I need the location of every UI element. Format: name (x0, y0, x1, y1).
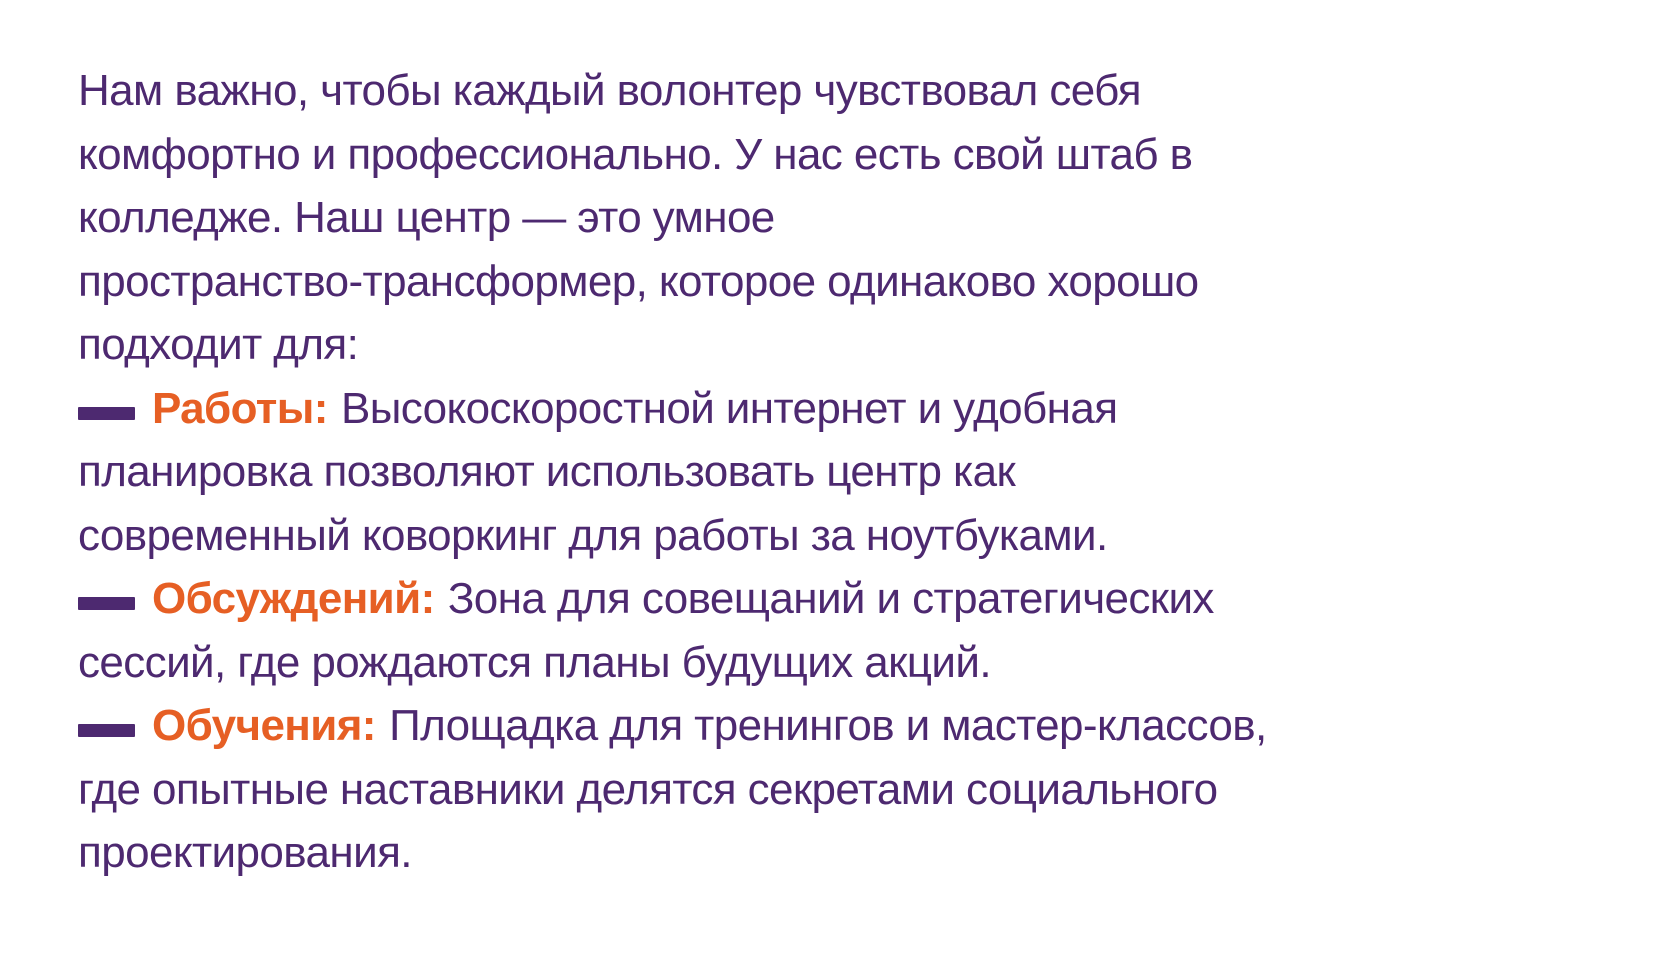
bullet-item-work (78, 377, 1667, 441)
bullet-text-work-line-3: современный коворкинг для работы за ноутбуками. (78, 510, 1108, 560)
paragraph-line-3: колледже. Наш центр — это умное (78, 193, 775, 242)
bullet-text-work-line-1: Высокоскоростной интернет и удобная (340, 383, 1118, 433)
bullet-text-discussions-line-1: Зона для совещаний и стратегических (447, 574, 1214, 623)
bullet-text-work-line-2: планировка позволяют использовать центр как (78, 447, 1016, 496)
bullet-label-work: Работы: (152, 383, 328, 433)
bullet-item-discussions (78, 567, 1667, 631)
dash-bullet-icon (78, 597, 135, 610)
bullet-label-discussions: Обсуждений: (152, 574, 435, 623)
paragraph-line-2: комфортно и профессионально. У нас есть свой штаб в (78, 129, 1193, 179)
paragraph-line-4: пространство-трансформер, которое одинаково хорошо (78, 256, 1199, 306)
bullet-text-training-line-1: Площадка для тренингов и мастер-классов, (389, 701, 1267, 750)
bullet-text-training-line-2: где опытные наставники делятся секретами социального (78, 764, 1218, 814)
bullet-label-training: Обучения: (152, 701, 376, 750)
paragraph-line-1: Нам важно, чтобы каждый волонтер чувствовал себя (78, 66, 1141, 115)
bullet-text-discussions-line-2: сессий, где рождаются планы будущих акций. (78, 637, 991, 687)
bullet-item-training (78, 694, 1667, 758)
dash-bullet-icon (78, 724, 135, 737)
dash-bullet-icon (78, 407, 135, 420)
bullet-text-training-line-3: проектирования. (78, 828, 412, 877)
paragraph-line-5: подходит для: (78, 320, 359, 369)
